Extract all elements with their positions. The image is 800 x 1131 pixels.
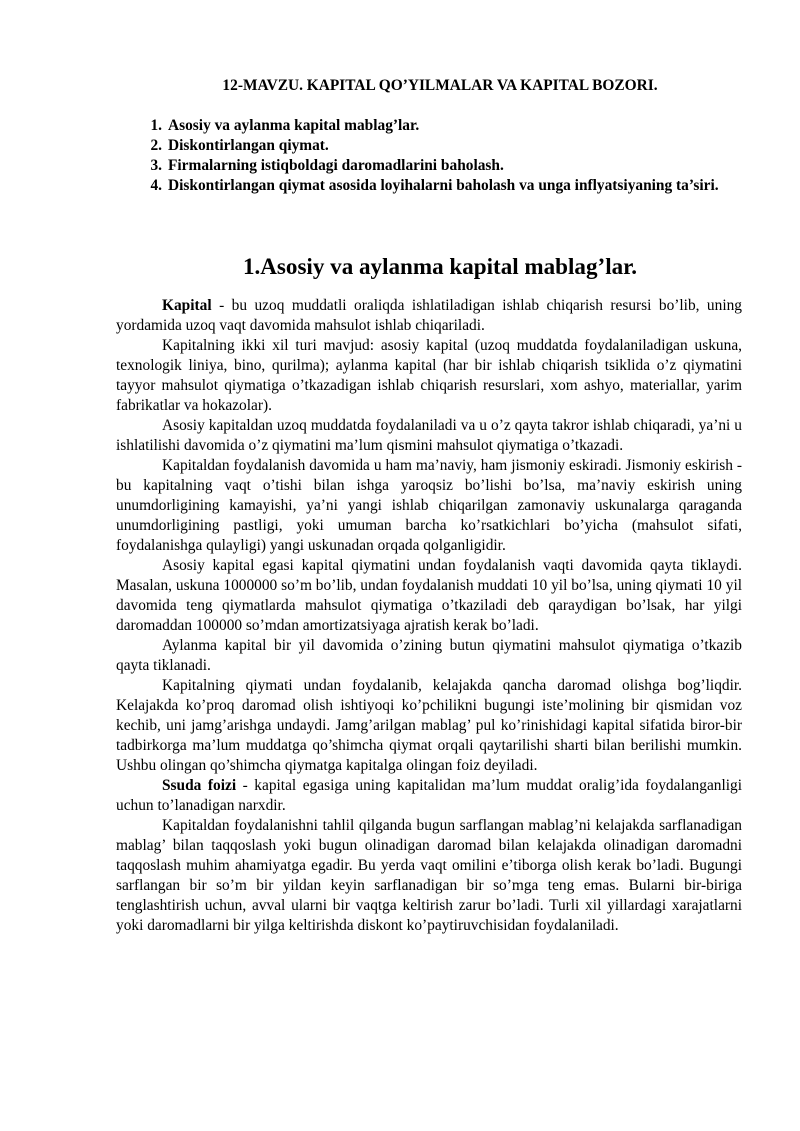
paragraph xyxy=(116,816,742,936)
defined-term: Ssuda foizi xyxy=(162,777,237,794)
document-title: 12-MAVZU. KAPITAL QO’YILMALAR VA KAPITAL BOZORI. xyxy=(222,77,658,94)
paragraph xyxy=(116,556,742,636)
outline-item-number: 2. xyxy=(150,137,162,154)
paragraph-text: - kapital egasiga uning kapitalidan ma’lum muddat oralig’ida foydalanganligi uchun to’lanadigan narxdir. xyxy=(116,777,742,814)
defined-term: Kapital xyxy=(162,297,212,314)
outline-item-text: Asosiy va aylanma kapital mablag’lar. xyxy=(168,117,420,134)
section-heading: 1.Asosiy va aylanma kapital mablag’lar. xyxy=(242,253,638,279)
topic-outline xyxy=(116,116,742,196)
paragraph-text: Kapitalning ikki xil turi mavjud: asosiy kapital (uzoq muddatda foydalaniladigan uskuna, texnologik liniya, bino, qurilma); aylanma kapital (har bir ishlab chiqarish tsiklida o’z qiymatini tayyor mahsulot qiymatiga o’tkazadigan ishlab chiqarish resurslari, xom ashyo, materiallar, yarim fabrikatlar va hokazolar). xyxy=(116,337,742,414)
paragraph xyxy=(116,776,742,816)
outline-item xyxy=(116,156,742,176)
paragraph-text: Kapitaldan foydalanishni tahlil qilganda bugun sarflangan mablag’ni kelajakda sarflanadigan mablag’ bilan taqqoslash yoki bugun olinadigan daromad bilan kelajakda olinadigan daromadni taqqoslash muhim ahamiyatga egadir. Bu yerda vaqt omilini e’tiborga olish kerak bo’ladi. Bugungi sarflangan bir so’m bir yildan keyin sarflanadigan bir so’mga teng emas. Bularni bir-biriga tenglashtirish uchun, avval ularni bir vaqtga keltirish zarur bo’ladi. Turli xil yillardagi xarajatlarni yoki daromadlarni bir yilga keltirishda diskont ko’paytiruvchisidan foydalaniladi. xyxy=(116,817,742,934)
paragraph-text: - bu uzoq muddatli oraliqda ishlatiladigan ishlab chiqarish resursi bo’lib, uning yordamida uzoq vaqt davomida mahsulot ishlab chiqariladi. xyxy=(116,297,742,334)
document-page xyxy=(116,76,742,936)
outline-item-number: 4. xyxy=(150,177,162,194)
paragraph xyxy=(116,296,742,336)
paragraph-text: Aylanma kapital bir yil davomida o’zining butun qiymatini mahsulot qiymatiga o’tkazib qayta tiklanadi. xyxy=(116,637,742,674)
outline-item-text: Diskontirlangan qiymat. xyxy=(168,137,329,154)
outline-item-text: Firmalarning istiqboldagi daromadlarini baholash. xyxy=(168,157,504,174)
outline-item xyxy=(116,136,742,156)
paragraph-text: Kapitaldan foydalanish davomida u ham ma’naviy, ham jismoniy eskiradi. Jismoniy eskirish - bu kapitalning vaqt o’tishi bilan ishga yaroqsiz bo’lishi bo’lsa, ma’naviy eskirish uning unumdorligining kamayishi, ya’ni yangi ishlab chiqarilgan zamonaviy uskunalarga qaraganda unumdorligining pastligi, yoki umuman barcha ko’rsatkichlari bo’yicha (mahsulot sifati, foydalanishga qulayligi) yangi uskunadan orqada qolganligidir. xyxy=(116,457,742,554)
outline-item xyxy=(116,116,742,136)
outline-item-text: Diskontirlangan qiymat asosida loyihalarni baholash va unga inflyatsiyaning ta’siri. xyxy=(168,177,719,194)
outline-item xyxy=(116,176,742,196)
paragraph xyxy=(116,416,742,456)
outline-item-number: 3. xyxy=(150,157,162,174)
outline-item-number: 1. xyxy=(150,117,162,134)
paragraph-text: Asosiy kapitaldan uzoq muddatda foydalaniladi va u o’z qayta takror ishlab chiqaradi, ya’ni u ishlatilishi davomida o’z qiymatini ma’lum qismini mahsulot qiymatiga o’tkazadi. xyxy=(116,417,742,454)
paragraph-text: Asosiy kapital egasi kapital qiymatini undan foydalanish vaqti davomida qayta tiklaydi. Masalan, uskuna 1000000 so’m bo’lib, undan foydalanish muddati 10 yil bo’lsa, uning qiymati 10 yil davomida teng qiymatlarda mahsulot qiymatiga o’tkaziladi deb qaraydigan bo’lsak, har yilgi daromaddan 100000 so’mdan amortizatsiyaga ajratish kerak bo’ladi. xyxy=(116,557,742,634)
paragraph xyxy=(116,636,742,676)
paragraph xyxy=(116,676,742,776)
section-body xyxy=(116,296,742,936)
paragraph xyxy=(116,456,742,556)
paragraph xyxy=(116,336,742,416)
paragraph-text: Kapitalning qiymati undan foydalanib, kelajakda qancha daromad olishga bog’liqdir. Kelajakda ko’proq daromad olish ishtiyoqi ko’pchilikni bugungi iste’molining bir qismidan voz kechib, uni jamg’arishga undaydi. Jamg’arilgan mablag’ pul ko’rinishidagi kapital sifatida biror-bir tadbirkorga ma’lum muddatga qo’shimcha qiymat orqali qaytarilishi sharti bilan berilishi mumkin. Ushbu olingan qo’shimcha qiymatga kapitalga olingan foiz deyiladi. xyxy=(116,677,742,774)
